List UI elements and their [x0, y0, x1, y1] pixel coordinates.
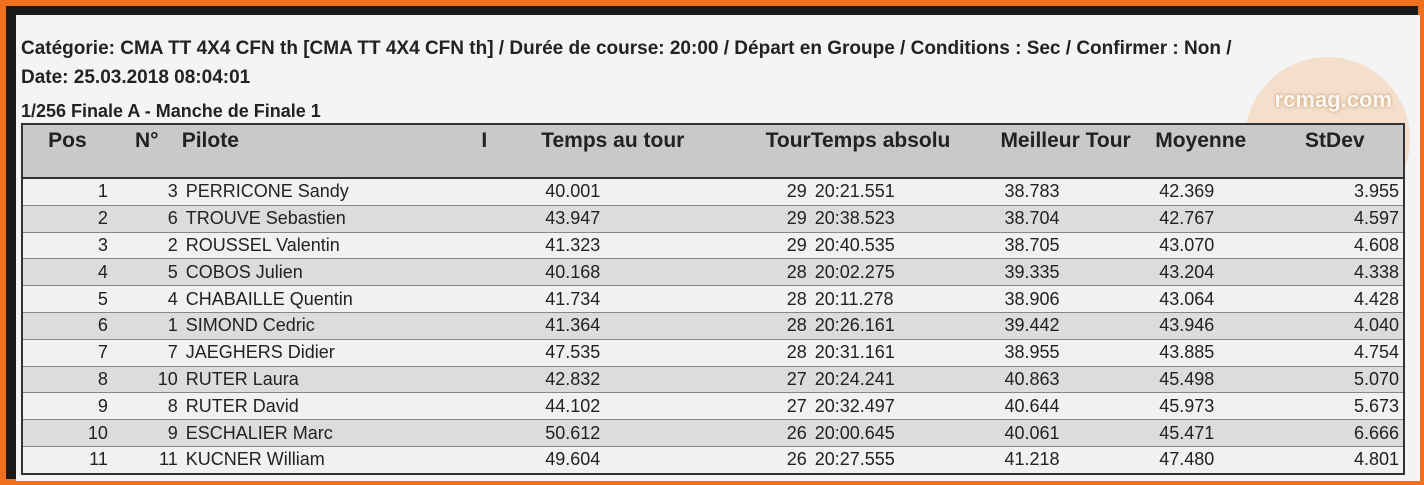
- cell-i: [481, 420, 541, 447]
- cell-lap-time: 49.604: [541, 446, 751, 473]
- col-laps: Tour: [751, 124, 811, 178]
- col-absolute-time: Temps absolu: [811, 124, 1001, 178]
- col-i: I: [481, 124, 541, 178]
- cell-pilote: RUTER Laura: [182, 366, 482, 393]
- cell-number: 7: [112, 339, 182, 366]
- col-stdev: StDev: [1305, 124, 1404, 178]
- cell-absolute-time: 20:24.241: [811, 366, 1001, 393]
- cell-stdev: 4.428: [1305, 286, 1404, 313]
- cell-lap-time: 42.832: [541, 366, 751, 393]
- cell-laps: 29: [751, 205, 811, 232]
- cell-i: [481, 259, 541, 286]
- cell-best-lap: 38.783: [1000, 178, 1155, 205]
- cell-number: 4: [112, 286, 182, 313]
- cell-stdev: 3.955: [1305, 178, 1404, 205]
- cell-laps: 29: [751, 232, 811, 259]
- table-row: [22, 446, 1404, 473]
- cell-laps: 28: [751, 312, 811, 339]
- cell-average: 42.767: [1155, 205, 1305, 232]
- table-row: [22, 339, 1404, 366]
- table-row: [22, 205, 1404, 232]
- cell-pos: 4: [22, 259, 112, 286]
- cell-number: 1: [112, 312, 182, 339]
- cell-laps: 28: [751, 339, 811, 366]
- cell-lap-time: 40.168: [541, 259, 751, 286]
- cell-i: [481, 339, 541, 366]
- cell-stdev: 4.608: [1305, 232, 1404, 259]
- cell-stdev: 4.040: [1305, 312, 1404, 339]
- col-best-lap: Meilleur Tour: [1000, 124, 1155, 178]
- final-title: 1/256 Finale A - Manche de Finale 1: [21, 101, 321, 121]
- cell-lap-time: 40.001: [541, 178, 751, 205]
- cell-pos: 6: [22, 312, 112, 339]
- cell-stdev: 5.070: [1305, 366, 1404, 393]
- cell-average: 47.480: [1155, 446, 1305, 473]
- cell-i: [481, 178, 541, 205]
- cell-best-lap: 39.442: [1000, 312, 1155, 339]
- cell-absolute-time: 20:32.497: [811, 393, 1001, 420]
- cell-absolute-time: 20:26.161: [811, 312, 1001, 339]
- cell-lap-time: 44.102: [541, 393, 751, 420]
- cell-i: [481, 312, 541, 339]
- cell-best-lap: 38.906: [1000, 286, 1155, 313]
- table-row: [22, 420, 1404, 447]
- cell-average: 43.204: [1155, 259, 1305, 286]
- cell-average: 45.973: [1155, 393, 1305, 420]
- cell-pos: 5: [22, 286, 112, 313]
- col-pos: Pos: [22, 124, 112, 178]
- cell-absolute-time: 20:40.535: [811, 232, 1001, 259]
- cell-lap-time: 43.947: [541, 205, 751, 232]
- cell-pilote: JAEGHERS Didier: [182, 339, 482, 366]
- cell-best-lap: 40.644: [1000, 393, 1155, 420]
- cell-average: 43.885: [1155, 339, 1305, 366]
- cell-pilote: ESCHALIER Marc: [182, 420, 482, 447]
- cell-best-lap: 41.218: [1000, 446, 1155, 473]
- cell-lap-time: 41.323: [541, 232, 751, 259]
- results-sheet: [16, 15, 1420, 481]
- col-pilote: Pilote: [182, 124, 482, 178]
- cell-stdev: 5.673: [1305, 393, 1404, 420]
- cell-i: [481, 286, 541, 313]
- cell-average: 42.369: [1155, 178, 1305, 205]
- cell-number: 6: [112, 205, 182, 232]
- cell-absolute-time: 20:27.555: [811, 446, 1001, 473]
- cell-pilote: ROUSSEL Valentin: [182, 232, 482, 259]
- date-line: Date: 25.03.2018 08:04:01: [21, 67, 251, 88]
- cell-best-lap: 38.955: [1000, 339, 1155, 366]
- cell-pilote: SIMOND Cedric: [182, 312, 482, 339]
- col-number: N°: [112, 124, 182, 178]
- cell-average: 45.471: [1155, 420, 1305, 447]
- table-row: [22, 178, 1404, 205]
- watermark-text: rcmag.com: [1274, 87, 1392, 112]
- results-table: [21, 123, 1405, 475]
- cell-pos: 3: [22, 232, 112, 259]
- cell-stdev: 4.338: [1305, 259, 1404, 286]
- cell-i: [481, 205, 541, 232]
- cell-number: 3: [112, 178, 182, 205]
- category-line: Catégorie: CMA TT 4X4 CFN th [CMA TT 4X4 CFN th] / Durée de course: 20:00 / Départ en Groupe / Conditions : Sec / Confirmer : Non /: [21, 38, 1232, 59]
- cell-pos: 8: [22, 366, 112, 393]
- cell-i: [481, 232, 541, 259]
- cell-absolute-time: 20:02.275: [811, 259, 1001, 286]
- cell-absolute-time: 20:31.161: [811, 339, 1001, 366]
- cell-pilote: RUTER David: [182, 393, 482, 420]
- cell-laps: 27: [751, 393, 811, 420]
- cell-lap-time: 50.612: [541, 420, 751, 447]
- table-row: [22, 366, 1404, 393]
- cell-average: 43.070: [1155, 232, 1305, 259]
- table-row: [22, 312, 1404, 339]
- cell-laps: 26: [751, 420, 811, 447]
- cell-pos: 2: [22, 205, 112, 232]
- cell-absolute-time: 20:38.523: [811, 205, 1001, 232]
- cell-i: [481, 446, 541, 473]
- cell-best-lap: 38.705: [1000, 232, 1155, 259]
- cell-number: 11: [112, 446, 182, 473]
- cell-stdev: 6.666: [1305, 420, 1404, 447]
- cell-lap-time: 47.535: [541, 339, 751, 366]
- table-header: [22, 124, 1404, 178]
- cell-average: 45.498: [1155, 366, 1305, 393]
- cell-lap-time: 41.364: [541, 312, 751, 339]
- cell-pos: 7: [22, 339, 112, 366]
- cell-best-lap: 40.863: [1000, 366, 1155, 393]
- cell-i: [481, 393, 541, 420]
- cell-laps: 29: [751, 178, 811, 205]
- col-average: Moyenne: [1155, 124, 1305, 178]
- cell-lap-time: 41.734: [541, 286, 751, 313]
- cell-average: 43.946: [1155, 312, 1305, 339]
- cell-pilote: KUCNER William: [182, 446, 482, 473]
- table-row: [22, 232, 1404, 259]
- cell-number: 8: [112, 393, 182, 420]
- cell-best-lap: 39.335: [1000, 259, 1155, 286]
- cell-laps: 26: [751, 446, 811, 473]
- cell-pos: 10: [22, 420, 112, 447]
- cell-absolute-time: 20:11.278: [811, 286, 1001, 313]
- cell-pos: 11: [22, 446, 112, 473]
- table-row: [22, 286, 1404, 313]
- cell-absolute-time: 20:21.551: [811, 178, 1001, 205]
- cell-laps: 27: [751, 366, 811, 393]
- cell-best-lap: 40.061: [1000, 420, 1155, 447]
- cell-laps: 28: [751, 259, 811, 286]
- cell-best-lap: 38.704: [1000, 205, 1155, 232]
- cell-stdev: 4.597: [1305, 205, 1404, 232]
- cell-pos: 9: [22, 393, 112, 420]
- cell-laps: 28: [751, 286, 811, 313]
- cell-average: 43.064: [1155, 286, 1305, 313]
- table-row: [22, 393, 1404, 420]
- cell-pilote: TROUVE Sebastien: [182, 205, 482, 232]
- cell-stdev: 4.754: [1305, 339, 1404, 366]
- cell-absolute-time: 20:00.645: [811, 420, 1001, 447]
- cell-pos: 1: [22, 178, 112, 205]
- cell-number: 2: [112, 232, 182, 259]
- cell-number: 10: [112, 366, 182, 393]
- cell-number: 5: [112, 259, 182, 286]
- cell-number: 9: [112, 420, 182, 447]
- col-lap-time: Temps au tour: [541, 124, 751, 178]
- cell-pilote: COBOS Julien: [182, 259, 482, 286]
- cell-pilote: CHABAILLE Quentin: [182, 286, 482, 313]
- cell-stdev: 4.801: [1305, 446, 1404, 473]
- cell-i: [481, 366, 541, 393]
- cell-pilote: PERRICONE Sandy: [182, 178, 482, 205]
- table-row: [22, 259, 1404, 286]
